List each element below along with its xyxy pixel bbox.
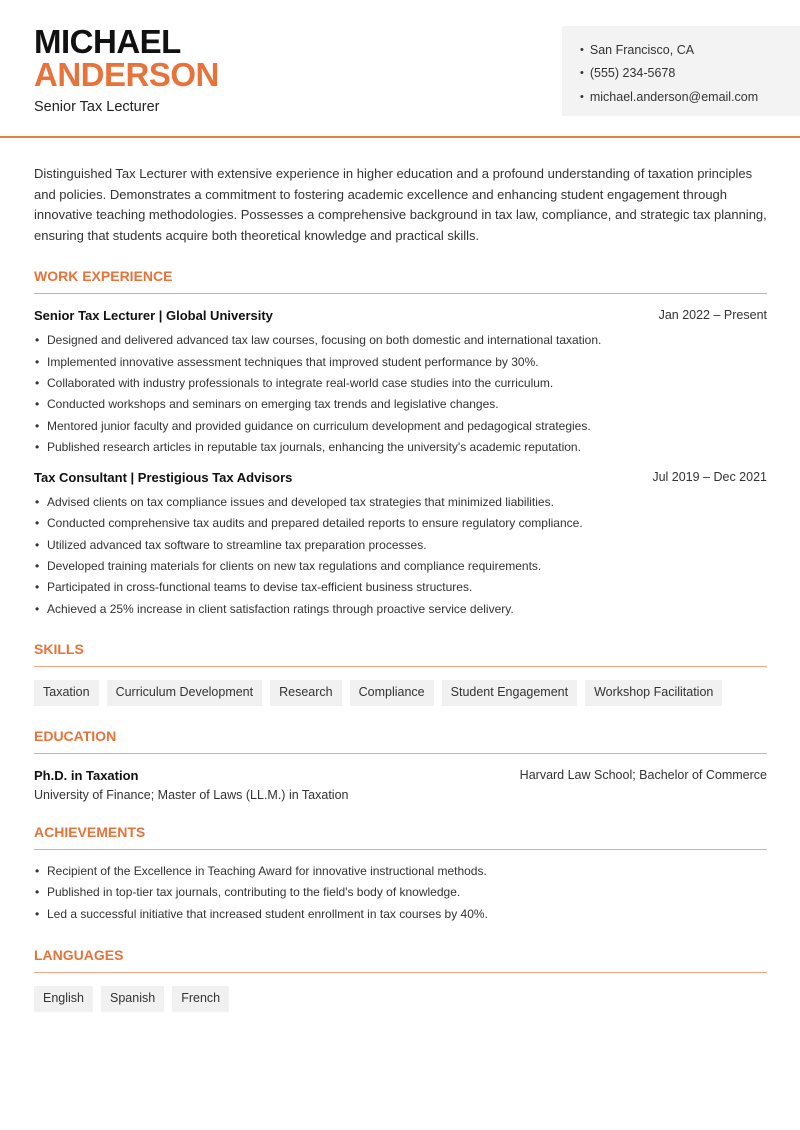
first-name: MICHAEL [34, 23, 181, 60]
last-name: ANDERSON [34, 56, 219, 93]
skill-tag: Student Engagement [442, 680, 577, 706]
list-item: • Conducted workshops and seminars on emerging tax trends and legislative changes. [34, 394, 767, 415]
resume-header [0, 0, 800, 138]
skill-tag: Workshop Facilitation [585, 680, 722, 706]
section-heading-education: EDUCATION [34, 728, 767, 754]
section-heading-work: WORK EXPERIENCE [34, 268, 767, 294]
job-entry-date: Jul 2019 – Dec 2021 [652, 470, 767, 485]
list-item: • Participated in cross-functional teams to devise tax-efficient business structures. [34, 577, 767, 598]
job-entry [34, 308, 767, 458]
list-item: • Conducted comprehensive tax audits and prepared detailed reports to ensure regulatory compliance. [34, 513, 767, 534]
list-item: • Published research articles in reputable tax journals, enhancing the university's academic reputation. [34, 437, 767, 458]
job-entry-title: Senior Tax Lecturer | Global University [34, 308, 273, 324]
section-heading-achievements: ACHIEVEMENTS [34, 824, 767, 850]
section-heading-languages: LANGUAGES [34, 947, 767, 973]
language-tag: Spanish [101, 986, 164, 1012]
language-tag: French [172, 986, 229, 1012]
summary: Distinguished Tax Lecturer with extensive experience in higher education and a profound understanding of taxation principles and policies. Demonstrates a commitment to fostering academic excellence and enhancing student engagement through innovative teaching methodologies. Possesses a comprehensive background in tax law, compliance, and strategic tax planning, ensuring that students acquire both theoretical knowledge and practical skills. [34, 166, 767, 243]
skill-tag: Taxation [34, 680, 99, 706]
skills-list [34, 680, 767, 706]
skill-tag: Curriculum Development [107, 680, 263, 706]
job-title: Senior Tax Lecturer [34, 99, 160, 115]
list-item: • Designed and delivered advanced tax law courses, focusing on both domestic and international taxation. [34, 330, 767, 351]
resume-body [0, 164, 800, 1012]
education-detail: University of Finance; Master of Laws (LL.M.) in Taxation [34, 787, 349, 802]
list-item: • Achieved a 25% increase in client satisfaction ratings through proactive service delivery. [34, 599, 767, 620]
job-entry-date: Jan 2022 – Present [658, 308, 767, 323]
section-heading-skills: SKILLS [34, 641, 767, 667]
list-item: • Led a successful initiative that increased student enrollment in tax courses by 40%. [34, 904, 767, 925]
education-school: Harvard Law School; Bachelor of Commerce [519, 767, 767, 782]
contact-location: • San Francisco, CA [580, 38, 800, 62]
list-item: • Advised clients on tax compliance issues and developed tax strategies that minimized liabilities. [34, 492, 767, 513]
education-degree: Ph.D. in Taxation [34, 767, 139, 783]
job-entry [34, 470, 767, 620]
contact-phone: • (555) 234-5678 [580, 62, 800, 86]
list-item: • Mentored junior faculty and provided guidance on curriculum development and pedagogical strategies. [34, 416, 767, 437]
list-item: • Recipient of the Excellence in Teaching Award for innovative instructional methods. [34, 861, 767, 882]
skill-tag: Research [270, 680, 342, 706]
job-entry-title: Tax Consultant | Prestigious Tax Advisors [34, 470, 293, 486]
skill-tag: Compliance [350, 680, 434, 706]
language-tag: English [34, 986, 93, 1012]
list-item: • Utilized advanced tax software to streamline tax preparation processes. [34, 535, 767, 556]
languages-list [34, 986, 767, 1012]
list-item: • Collaborated with industry professionals to integrate real-world case studies into the curriculum. [34, 373, 767, 394]
list-item: • Published in top-tier tax journals, contributing to the field's body of knowledge. [34, 882, 767, 903]
contact-box [562, 26, 800, 116]
contact-email: • michael.anderson@email.com [580, 85, 800, 109]
list-item: • Developed training materials for clients on new tax regulations and compliance requirements. [34, 556, 767, 577]
list-item: • Implemented innovative assessment techniques that improved student performance by 30%. [34, 352, 767, 373]
